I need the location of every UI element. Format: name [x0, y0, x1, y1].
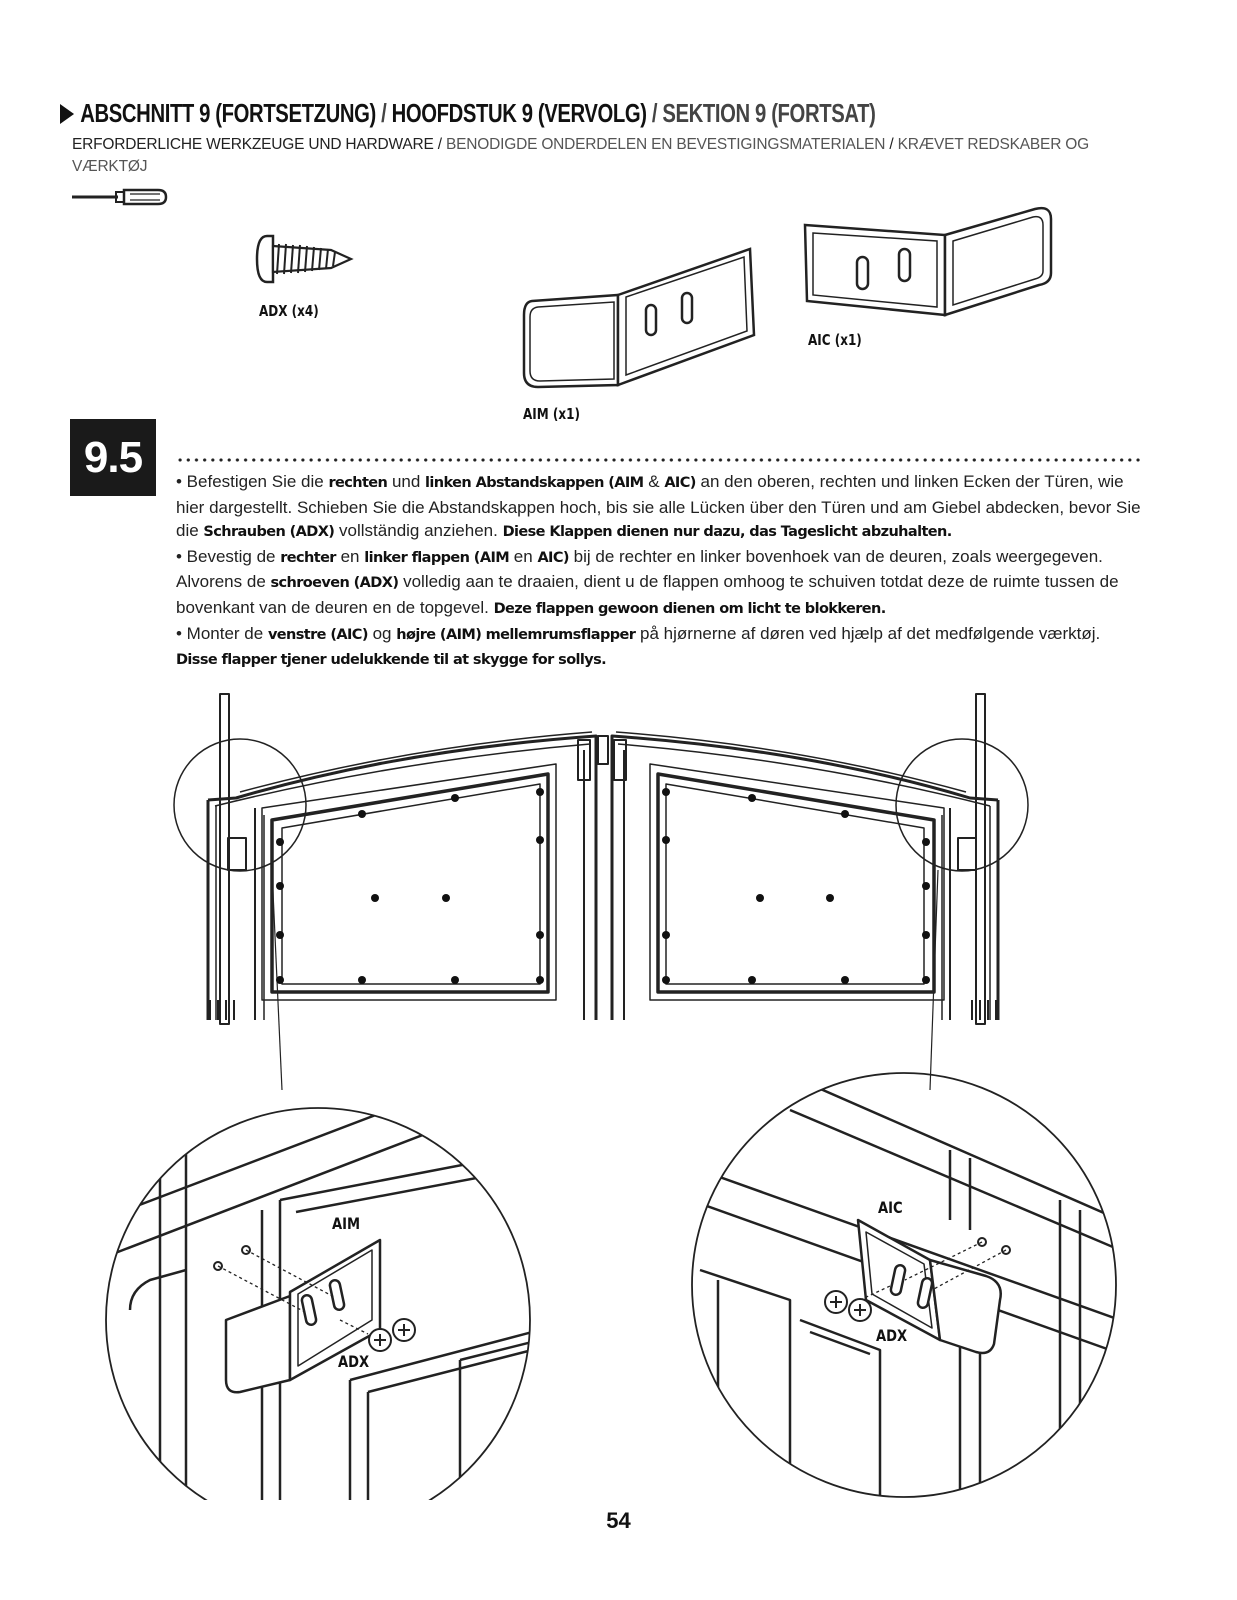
bold-text: højre (AIM) mellemrumsflapper — [396, 626, 636, 643]
callout-adx-left: ADX — [338, 1352, 370, 1371]
text: • Bevestig de — [176, 546, 281, 566]
text: und — [387, 472, 426, 491]
bold-text: Deze flappen gewoon dienen om licht te blokkeren. — [493, 600, 886, 617]
heading-separator: / — [646, 98, 663, 128]
bold-text: linken Abstandskappen (AIM — [425, 475, 644, 491]
aim-flap-icon — [518, 245, 763, 405]
text: • Befestigen Sie die — [176, 472, 329, 491]
screwdriver-icon — [70, 186, 170, 208]
bold-text: Schrauben (ADX) — [203, 524, 335, 541]
section-heading — [60, 98, 875, 129]
text: an den oberen, rechten und linken Ecken der Türen, wie hier dargestellt. Schieben Sie die Abstandskappen hoch, bis sie alle Lücken über den Türen und am Giebel abdecken, bevor Sie die — [176, 472, 1141, 541]
tools-nl: BENODIGDE ONDERDELEN EN BEVESTIGINGSMATERIALEN — [446, 136, 886, 153]
text: • Monter de — [176, 623, 268, 643]
assembly-illustration — [0, 680, 1237, 1500]
tools-da: KRÆVET REDSKABER OG VÆRKTØJ — [72, 136, 1090, 175]
callout-aim: AIM — [332, 1214, 361, 1233]
aic-flap-icon — [795, 205, 1060, 325]
dotted-divider — [176, 457, 1144, 463]
part-label-aim: AIM (x1) — [523, 405, 580, 423]
bold-text: schroeven (ADX) — [270, 575, 399, 592]
bold-text: Disse flapper tjener udelukkende til at skygge for sollys. — [176, 652, 607, 669]
text: & — [643, 472, 665, 491]
heading-separator: / — [375, 98, 392, 128]
part-label-adx: ADX (x4) — [259, 302, 319, 320]
bold-text: AIC) — [664, 475, 696, 491]
text: en — [509, 546, 538, 566]
adx-screw-icon — [255, 232, 355, 287]
bold-text: Diese Klappen dienen nur dazu, das Tageslicht abzuhalten. — [502, 524, 952, 541]
play-triangle-icon — [60, 104, 74, 124]
bold-text: venstre (AIC) — [267, 626, 368, 643]
step-instructions — [176, 470, 1144, 673]
text: på hjørnerne af døren ved hjælp af det medfølgende værktøj. — [635, 623, 1101, 643]
bold-text: rechten — [328, 475, 388, 491]
page-number: 54 — [606, 1508, 631, 1533]
tools-separator: / — [433, 136, 446, 153]
heading-de: ABSCHNITT 9 (FORTSETZUNG) — [80, 98, 376, 128]
text: vollständig anziehen. — [334, 521, 503, 541]
text: og — [367, 623, 397, 643]
instruction-nl — [176, 545, 1144, 622]
required-tools-line — [72, 134, 1162, 178]
heading-da: SEKTION 9 (FORTSAT) — [662, 98, 876, 128]
tools-separator: / — [885, 136, 898, 153]
text: en — [335, 546, 365, 566]
text: volledig aan te draaien, dient u de flappen omhoog te schuiven totdat deze de ruimte tussen de bovenkant van de deuren en de topgevel. — [176, 572, 1119, 617]
bold-text: AIC) — [537, 549, 569, 566]
bold-text: rechter — [280, 549, 336, 566]
part-label-aic: AIC (x1) — [808, 331, 862, 349]
instruction-da — [176, 622, 1144, 673]
step-number-badge: 9.5 — [70, 419, 156, 496]
callout-adx-right: ADX — [876, 1326, 908, 1345]
heading-nl: HOOFDSTUK 9 (VERVOLG) — [391, 98, 647, 128]
tools-de: ERFORDERLICHE WERKZEUGE UND HARDWARE — [72, 136, 434, 153]
instruction-de — [176, 470, 1144, 545]
text: bij de rechter en linker bovenhoek van de deuren, zoals weergegeven. Alvorens de — [176, 546, 1103, 592]
bold-text: linker flappen (AIM — [364, 549, 510, 566]
callout-aic: AIC — [878, 1198, 903, 1217]
